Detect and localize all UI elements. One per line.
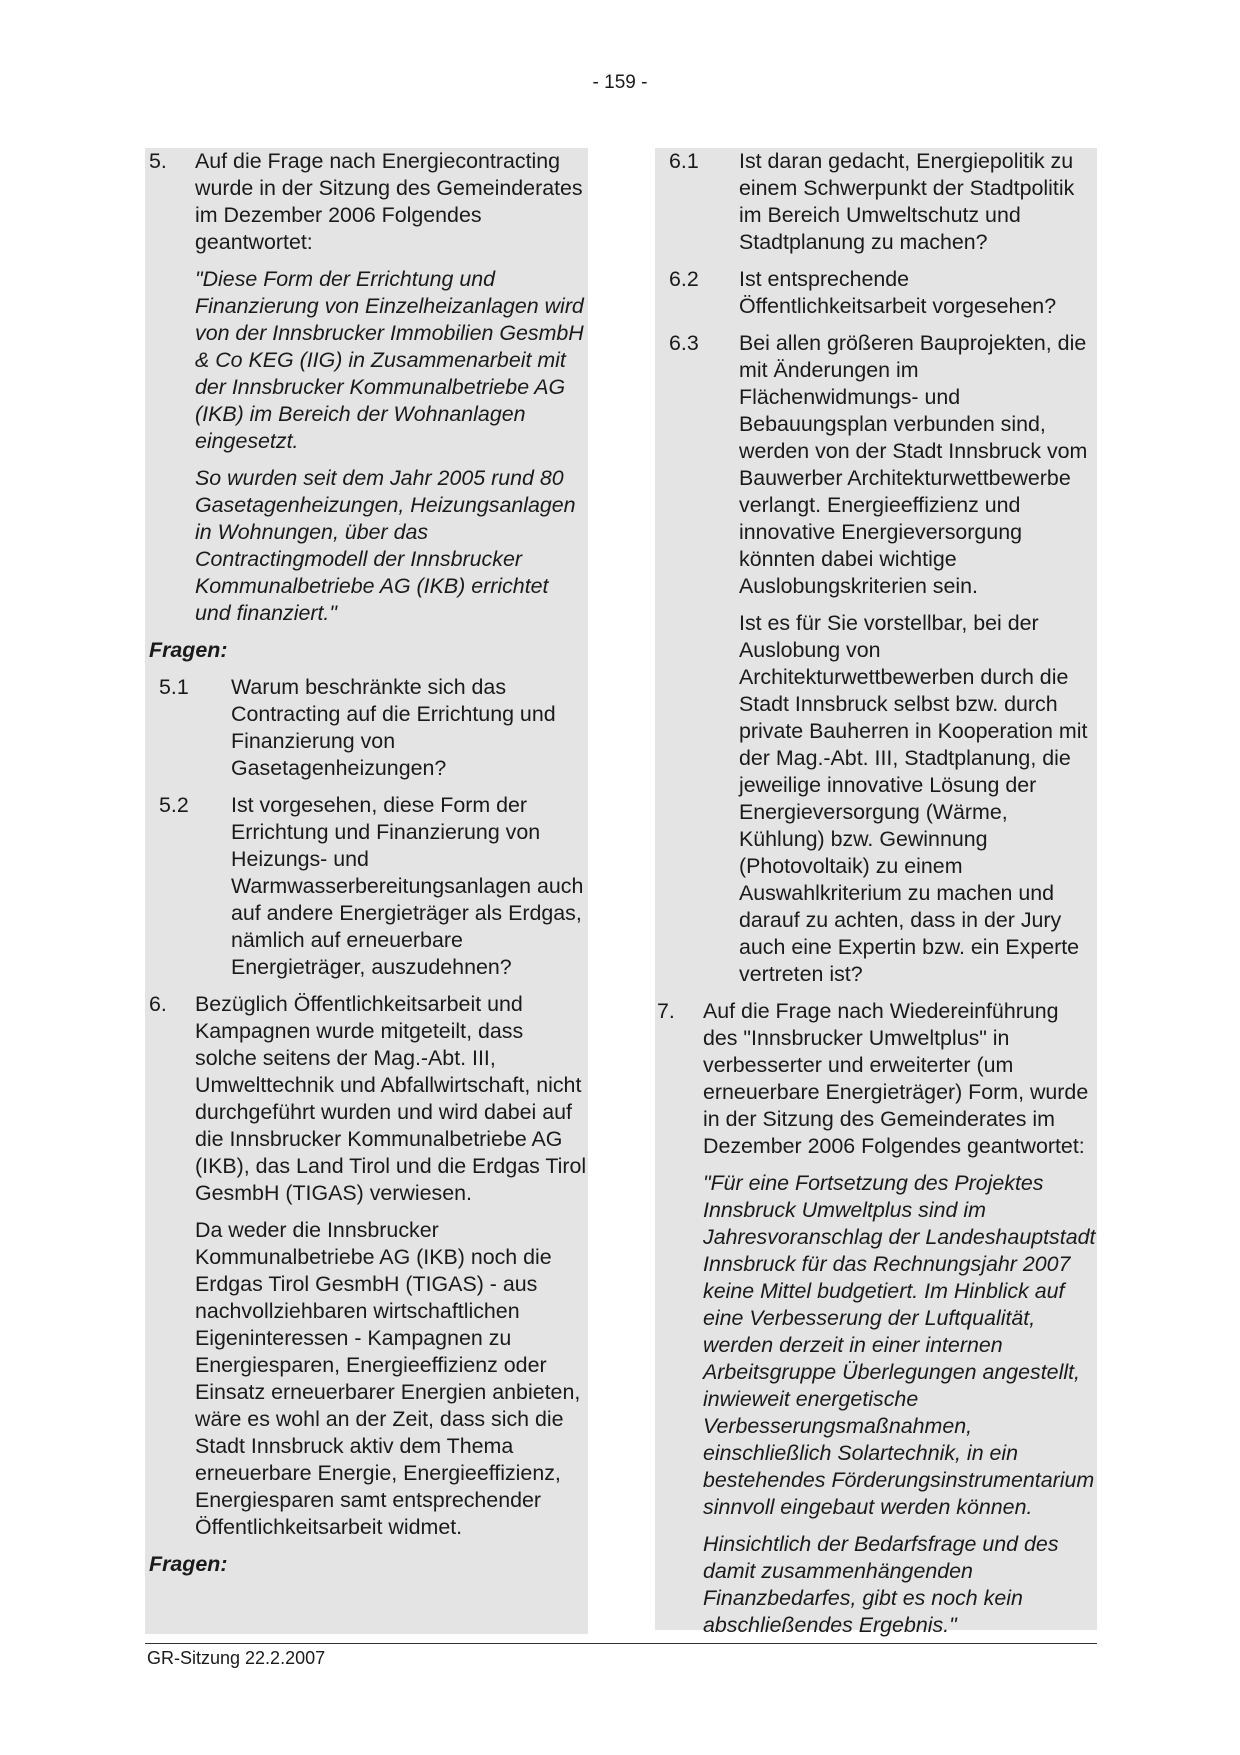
item-text: Da weder die Innsbrucker Kommunalbetriebe AG (IKB) noch die Erdgas Tirol GesmbH (TIGAS) - aus nachvollziehbaren wirtschaftlichen Eigeninteressen - Kampagnen zu Energiesparen, Energieeffizienz oder Einsatz erneuerbarer Energien anbieten, wäre es wohl an der Zeit, dass sich die Stadt Innsbruck aktiv dem Thema erneuerbare Energie, Energieeffizienz, Energiesparen samt entsprechender Öffentlichkeitsarbeit widmet.	[195, 1218, 581, 1539]
question-number: 6.2	[669, 267, 699, 291]
question-6-1	[669, 148, 1097, 256]
item-body	[195, 148, 588, 627]
question-number: 5.1	[159, 675, 189, 699]
question-text: Ist vorgesehen, diese Form der Errichtung und Finanzierung von Heizungs- und Warmwasserbereitungsanlagen auch auf andere Energieträger als Erdgas, nämlich auf erneuerbare Energieträger, auszudehnen?	[231, 793, 584, 979]
question-number: 6.1	[669, 149, 699, 173]
quote-paragraph: Hinsichtlich der Bedarfsfrage und des damit zusammenhängenden Finanzbedarfes, gibt es noch kein abschließendes Ergebnis."	[703, 1532, 1059, 1637]
question-number: 5.2	[159, 793, 189, 817]
footer-divider	[145, 1643, 1097, 1644]
item-7	[657, 998, 1097, 1639]
quote-paragraph: "Diese Form der Errichtung und Finanzierung von Einzelheizanlagen wird von der Innsbrucker Immobilien GesmbH & Co KEG (IIG) in Zusammenarbeit mit der Innsbrucker Kommunalbetriebe AG (IKB) im Bereich der Wohnanlagen eingesetzt.	[195, 267, 584, 453]
question-6-2	[669, 266, 1097, 320]
question-text: Warum beschränkte sich das Contracting auf die Errichtung und Finanzierung von Gasetagenheizungen?	[231, 675, 556, 780]
question-5-1	[149, 674, 588, 782]
item-6	[149, 991, 588, 1541]
question-body	[739, 330, 1097, 988]
question-text: Ist es für Sie vorstellbar, bei der Auslobung von Architekturwettbewerben durch die Stadt Innsbruck selbst bzw. durch private Bauherren in Kooperation mit der Mag.-Abt. III, Stadtplanung, die jeweilige innovative Lösung der Energieversorgung (Wärme, Kühlung) bzw. Gewinnung (Photovoltaik) zu einem Auswahlkriterium zu machen und darauf zu achten, dass in der Jury auch eine Expertin bzw. ein Experte vertreten ist?	[739, 611, 1088, 986]
footer-text: GR-Sitzung 22.2.2007	[147, 1648, 326, 1668]
fragen-heading: Fragen:	[149, 638, 228, 662]
item-body	[703, 998, 1097, 1639]
page-number: - 159 -	[592, 72, 648, 93]
question-text: Bei allen größeren Bauprojekten, die mit Änderungen im Flächenwidmungs- und Bebauungsplan verbunden sind, werden von der Stadt Innsbruck vom Bauwerber Architekturwettbewerbe verlangt. Energieeffizienz und innovative Energieversorgung könnten dabei wichtige Auslobungskriterien sein.	[739, 331, 1088, 598]
item-body	[195, 991, 588, 1541]
quote-paragraph: So wurden seit dem Jahr 2005 rund 80 Gasetagenheizungen, Heizungsanlagen in Wohnungen, über das Contractingmodell der Innsbrucker Kommunalbetriebe AG (IKB) errichtet und finanziert."	[195, 466, 576, 625]
item-number: 6.	[149, 992, 167, 1016]
left-column	[145, 148, 588, 1634]
item-text: Auf die Frage nach Energiecontracting wurde in der Sitzung des Gemeinderates im Dezember 2006 Folgendes geantwortet:	[195, 149, 583, 254]
item-text: Auf die Frage nach Wiedereinführung des "Innsbrucker Umweltplus" in verbesserter und erweiterter (um erneuerbare Energieträger) Form, wurde in der Sitzung des Gemeinderates im Dezember 2006 Folgendes geantwortet:	[703, 999, 1089, 1158]
item-text: Bezüglich Öffentlichkeitsarbeit und Kampagnen wurde mitgeteilt, dass solche seitens der Mag.-Abt. III, Umwelttechnik und Abfallwirtschaft, nicht durchgeführt wurden und wird dabei auf die Innsbrucker Kommunalbetriebe AG (IKB), das Land Tirol und die Erdgas Tirol GesmbH (TIGAS) verwiesen.	[195, 992, 587, 1205]
question-text: Ist entsprechende Öffentlichkeitsarbeit vorgesehen?	[739, 267, 1057, 318]
right-column	[655, 148, 1097, 1637]
question-text: Ist daran gedacht, Energiepolitik zu einem Schwerpunkt der Stadtpolitik im Bereich Umweltschutz und Stadtplanung zu machen?	[739, 149, 1075, 254]
item-number: 5.	[149, 149, 167, 173]
fragen-heading: Fragen:	[149, 1552, 228, 1576]
item-number: 7.	[657, 999, 675, 1023]
question-5-2	[149, 792, 588, 981]
quote-paragraph: "Für eine Fortsetzung des Projektes Innsbruck Umweltplus sind im Jahresvoranschlag der Landeshauptstadt Innsbruck für das Rechnungsjahr 2007 keine Mittel budgetiert. Im Hinblick auf eine Verbesserung der Luftqualität, werden derzeit in einer internen Arbeitsgruppe Überlegungen angestellt, inwieweit energetische Verbesserungsmaßnahmen, einschließlich Solartechnik, in ein bestehendes Förderungsinstrumentarium sinnvoll eingebaut werden können.	[703, 1171, 1096, 1519]
item-5	[149, 148, 588, 627]
question-6-3	[669, 330, 1097, 988]
question-number: 6.3	[669, 331, 699, 355]
